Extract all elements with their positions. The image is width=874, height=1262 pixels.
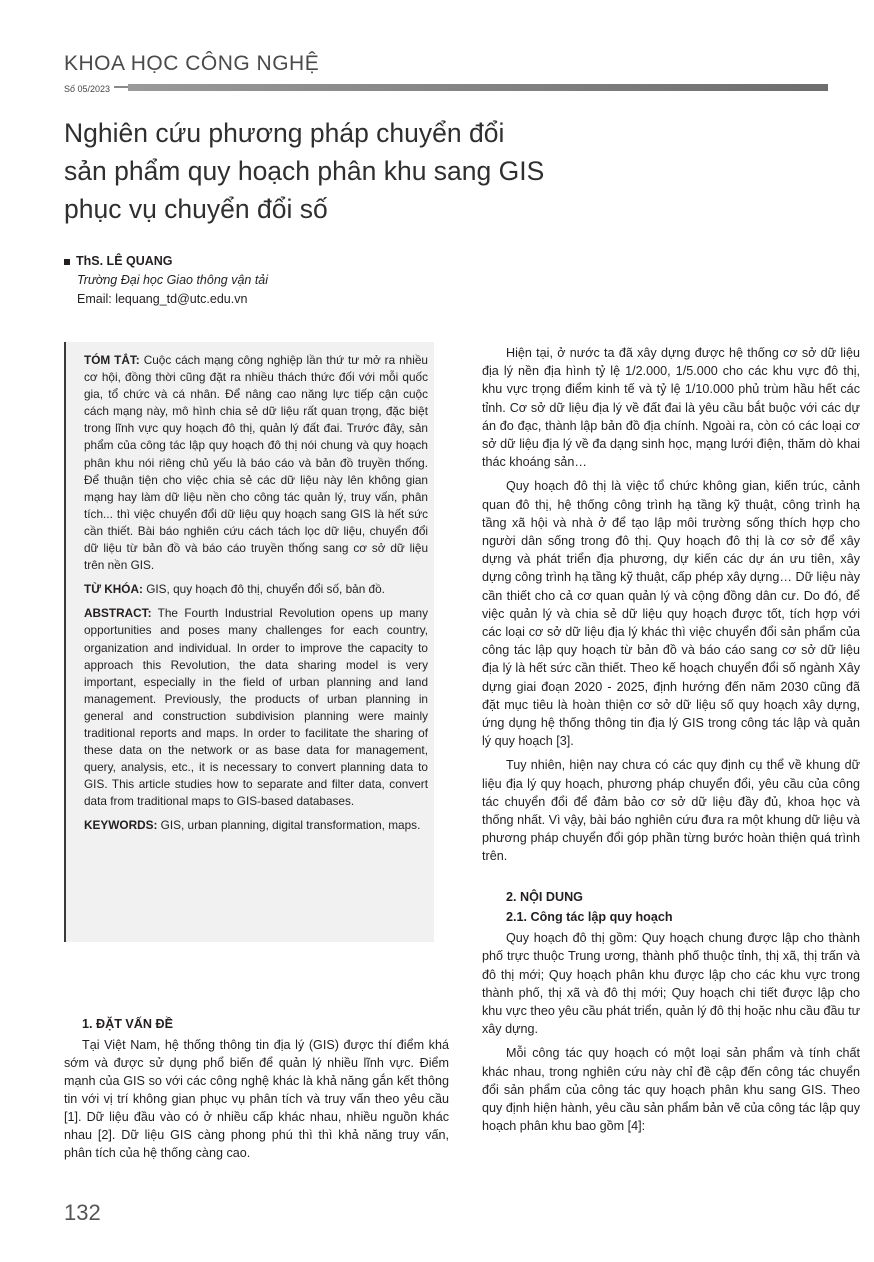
section-label: KHOA HỌC CÔNG NGHỆ [64, 52, 320, 75]
right-paragraph-2: Quy hoạch đô thị là việc tổ chức không gian, kiến trúc, cảnh quan đô thị, hệ thống công trình hạ tầng kỹ thuật, công trình hạ tầng xã hội và nhà ở để tạo lập môi trường sống thích hợp cho người dân sống trong đô thị. Quy hoạch đô thị là cơ sở để xây dựng và phát triển địa phương, dự kiến các dự án ưu tiên, xây dựng công trình hạ tầng kỹ thuật, cấp phép xây dựng… Dữ liệu này cần thiết cho cả cơ quan quản lý và cộng đồng dân cư. Do đó, để việc quản lý và chia sẻ dữ liệu quy hoạch được tốt, tích hợp với các loại cơ sở dữ liệu địa lý khác thì việc chuyển đổi sản phẩm của công tác lập quy hoạch từ bản đồ và báo cáo sang cơ sở dữ liệu địa lý là hết sức cần thiết. Theo kế hoạch chuyển đổi số ngành Xây dựng giai đoạn 2020 - 2025, định hướng đến năm 2030 cũng đã đặt mục tiêu là hoàn thiện cơ sở dữ liệu số quy hoạch xây dựng, ứng dụng hệ thống thông tin địa lý GIS trong công tác lập và quản lý quy hoạch [3]. [482, 479, 860, 749]
keywords-label: KEYWORDS: [84, 818, 158, 833]
title-line-2: sản phẩm quy hoạch phân khu sang GIS [64, 156, 545, 186]
section-1-paragraph: Tại Việt Nam, hệ thống thông tin địa lý (GIS) được thí điểm khá sớm và được sử dụng phổ biến để quản lý nhiều lĩnh vực. Điểm mạnh của GIS so với các công nghệ khác là khả năng gắn kết thông tin với vị trí không gian phục vụ phân tích và truy vấn theo yêu cầu [1]. Dữ liệu đầu vào có ở nhiều cấp khác nhau, nhiều nguồn khác nhau [2]. Dữ liệu GIS càng phong phú thì thì khả năng truy vấn, phân tích của hệ thống càng cao. [64, 1038, 449, 1160]
header-rule [128, 84, 828, 91]
section-2-heading: 2. NỘI DUNG [506, 889, 583, 904]
section-1-heading: 1. ĐẶT VẤN ĐỀ [82, 1017, 173, 1031]
author-block [64, 252, 268, 309]
abstract-label: ABSTRACT: [84, 606, 152, 621]
right-column [482, 344, 860, 1141]
right-paragraph-5: Mỗi công tác quy hoạch có một loại sản phẩm và tính chất khác nhau, trong nghiên cứu này chỉ đề cập đến công tác chuyển đổi sản phẩm của công tác quy hoạch phân khu sang GIS. Theo quy định hiện hành, yêu cầu sản phẩm bản vẽ của công tác lập quy hoạch phân khu bao gồm [4]: [482, 1046, 860, 1134]
subsection-2-1-heading: 2.1. Công tác lập quy hoạch [506, 909, 673, 924]
issue-number: Số 05/2023 [64, 84, 114, 94]
author-affiliation: Trường Đại học Giao thông vận tải [77, 273, 269, 287]
right-paragraph-1: Hiện tại, ở nước ta đã xây dựng được hệ thống cơ sở dữ liệu địa lý nền địa hình tỷ lệ 1/2.000, 1/5.000 cho các khu vực đô thị, khu vực trọng điểm kinh tế và tỷ lệ 1/10.000 phủ trùm hầu hết các tỉnh. Cơ sở dữ liệu địa lý về đất đai là yêu cầu bắt buộc với các dự án đo đạc, thành lập bản đồ địa chính. Ngoài ra, còn có các loại cơ sở dữ liệu địa lý về đa dạng sinh học, mạng lưới điện, thăm dò khai thác khoáng sản… [482, 346, 860, 470]
tomtat-paragraph [84, 352, 428, 574]
left-column [64, 1015, 449, 1162]
tukhoa-label: TỪ KHÓA: [84, 582, 143, 597]
article-title [64, 114, 624, 228]
abstract-text: The Fourth Industrial Revolution opens up many opportunities and poses many challenges for each country, organization and individual. In order to improve the capacity to approach this Revolution, the data sharing model is very important, especially in the field of urban planning and land management. Previously, the products of urban planning in general and construction subdivision planning were mainly traditional reports and maps. In order to facilitate the sharing of these data on the network or as base data for management, query, analysis, etc., it is necessary to convert planning data to GIS. This article studies how to separate and filter data, convert data from traditional maps to GIS-based databases. [84, 606, 428, 809]
abstract-paragraph [84, 605, 428, 810]
title-line-1: Nghiên cứu phương pháp chuyển đổi [64, 118, 505, 148]
keywords-paragraph [84, 817, 428, 834]
author-email: Email: lequang_td@utc.edu.vn [77, 292, 248, 306]
keywords-text: GIS, urban planning, digital transformation, maps. [157, 818, 421, 833]
tukhoa-paragraph [84, 581, 428, 598]
author-name: ThS. LÊ QUANG [76, 254, 173, 268]
page-number: 132 [64, 1200, 101, 1225]
tomtat-label: TÓM TẮT: [84, 353, 140, 367]
tomtat-text: Cuộc cách mạng công nghiệp lần thứ tư mở ra nhiều cơ hội, đồng thời cũng đặt ra nhiều thách thức đối với mỗi quốc gia, tổ chức và cá nhân. Để nâng cao năng lực tiếp cận cuộc cách mạng này, mô hình chia sẻ dữ liệu rất quan trọng, đặc biệt trong lĩnh vực quy hoạch đô thị, quản lý đất đai. Trước đây, sản phẩm của công tác lập quy hoạch đô thị nói chung và quy hoạch phân khu nói riêng chủ yếu là báo cáo và bản đồ truyền thống. Để thuận tiện cho việc chia sẻ các dữ liệu này lên không gian mạng hay làm dữ liệu nền cho công tác quản lý, truy vấn, phân tích... thì việc chuyển đổi dữ liệu quy hoạch sang GIS là hết sức cần thiết. Bài báo nghiên cứu cách tách lọc dữ liệu, chuyển đổi dữ liệu từ bản đồ và báo cáo truyền thống sang cơ sở dữ liệu trên nền GIS. [84, 353, 428, 573]
title-line-3: phục vụ chuyển đổi số [64, 194, 328, 224]
abstract-box [64, 342, 434, 942]
right-paragraph-3: Tuy nhiên, hiện nay chưa có các quy định cụ thể về khung dữ liệu địa lý quy hoạch, phương pháp chuyển đổi, yêu cầu của công tác chuyển đổi để đảm bảo cơ sở dữ liệu đầy đủ, khoa học và thống nhất. Vì vậy, bài báo nghiên cứu đưa ra một khung dữ liệu và phương pháp chuyển đổi góp phần từng bước hoàn thiện quá trình trên. [482, 758, 860, 864]
right-paragraph-4: Quy hoạch đô thị gồm: Quy hoạch chung được lập cho thành phố trực thuộc Trung ương, thành phố thuộc tỉnh, thị xã, thị trấn và đô thị mới; Quy hoạch phân khu được lập cho các khu vực trong thành phố, thị xã và đô thị mới; Quy hoạch chi tiết được lập cho khu vực theo yêu cầu phát triển, quản lý đô thị hoặc nhu cầu đầu tư xây dựng. [482, 931, 860, 1037]
tukhoa-text: GIS, quy hoạch đô thị, chuyển đổi số, bản đồ. [142, 582, 385, 597]
bullet-square-icon [64, 259, 70, 265]
